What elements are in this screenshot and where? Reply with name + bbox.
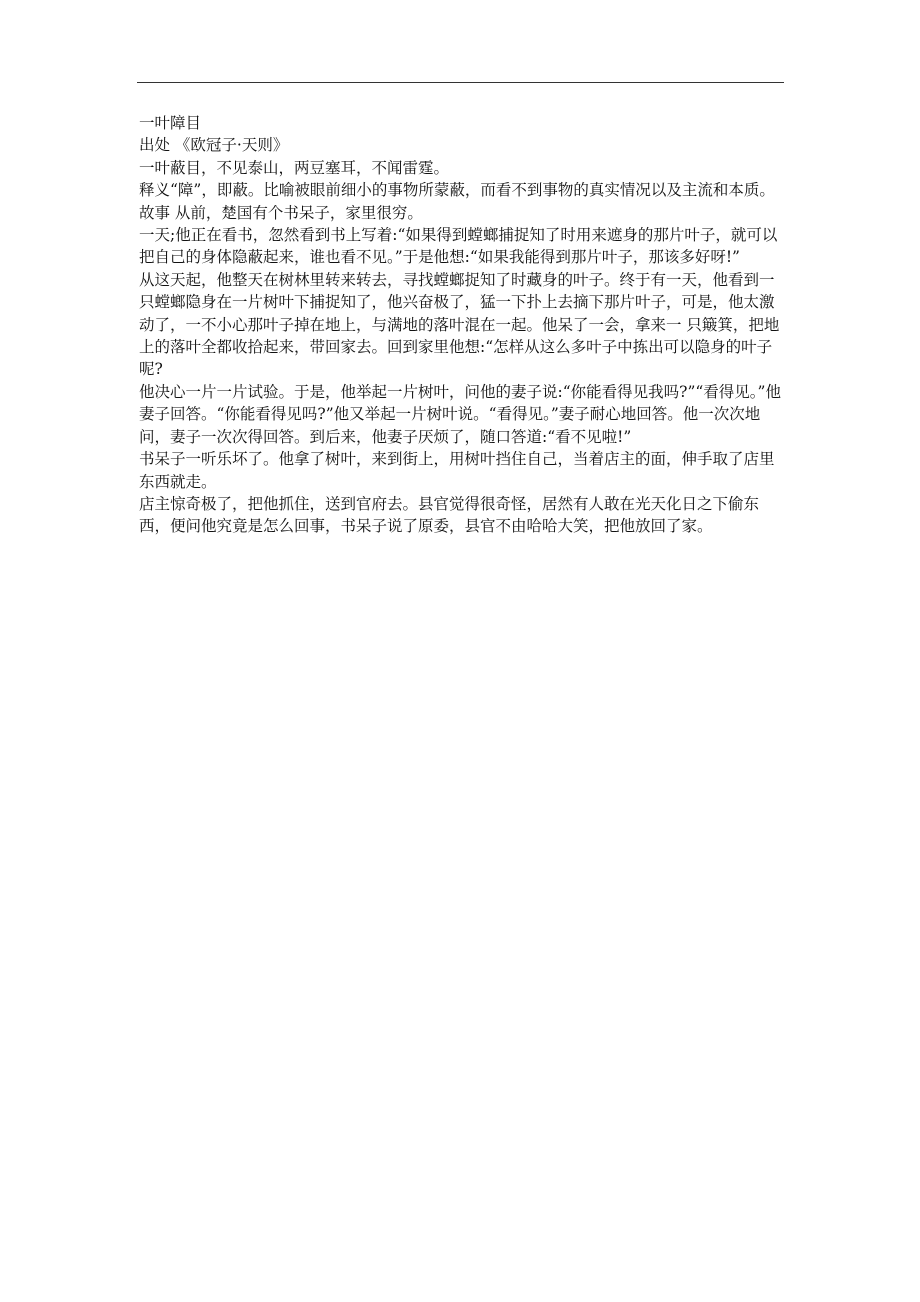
document-quote: 一叶蔽目，不见泰山，两豆塞耳，不闻雷霆。 [139, 158, 450, 177]
story-paragraph: 从这天起，他整天在树林里转来转去，寻找螳螂捉知了时藏身的叶子。终于有一天，他看到一只螳螂隐身在一片树叶下捕捉知了，他兴奋极了，猛一下扑上去摘下那片叶子，可是，他太激动了，一不小心那叶子掉在地上，与满地的落叶混在一起。他呆了一会，拿来一 只簸箕，把地上的落叶全都收拾起来，带回家去。回到家里他想:“怎样从这么多叶子中拣出可以隐身的叶子呢? [139, 270, 780, 379]
header-rule [137, 82, 784, 83]
document-source: 出处 《欧冠子·天则》 [139, 136, 289, 155]
story-paragraph: 店主惊奇极了，把他抓住，送到官府去。县官觉得很奇怪，居然有人敢在光天化日之下偷东西，便问他究竟是怎么回事，书呆子说了原委，县官不由哈哈大笑，把他放回了家。 [139, 494, 760, 536]
story-paragraph: 他决心一片一片试验。于是，他举起一片树叶，问他的妻子说:“你能看得见我吗?”“看得见。”他妻子回答。“你能看得见吗?”他又举起一片树叶说。“看得见。”妻子耐心地回答。他一次次地问，妻子一次次得回答。到后来，他妻子厌烦了，随口答道:“看不见啦!” [139, 382, 781, 446]
document-title: 一叶障目 [139, 114, 202, 132]
story-paragraph: 一天;他正在看书，忽然看到书上写着:“如果得到螳螂捕捉知了时用来遮身的那片叶子，就可以把自己的身体隐蔽起来，谁也看不见。”于是他想:“如果我能得到那片叶子，那该多好呀!” [139, 226, 778, 267]
document-meaning: 释义“障”，即蔽。比喻被眼前细小的事物所蒙蔽，而看不到事物的真实情况以及主流和本质。 [139, 181, 775, 200]
story-paragraph: 书呆子一听乐坏了。他拿了树叶，来到街上，用树叶挡住自己，当着店主的面，伸手取了店里东西就走。 [139, 450, 775, 491]
document-body [139, 112, 787, 538]
story-intro: 故事 从前，楚国有个书呆子，家里很穷。 [139, 203, 423, 222]
